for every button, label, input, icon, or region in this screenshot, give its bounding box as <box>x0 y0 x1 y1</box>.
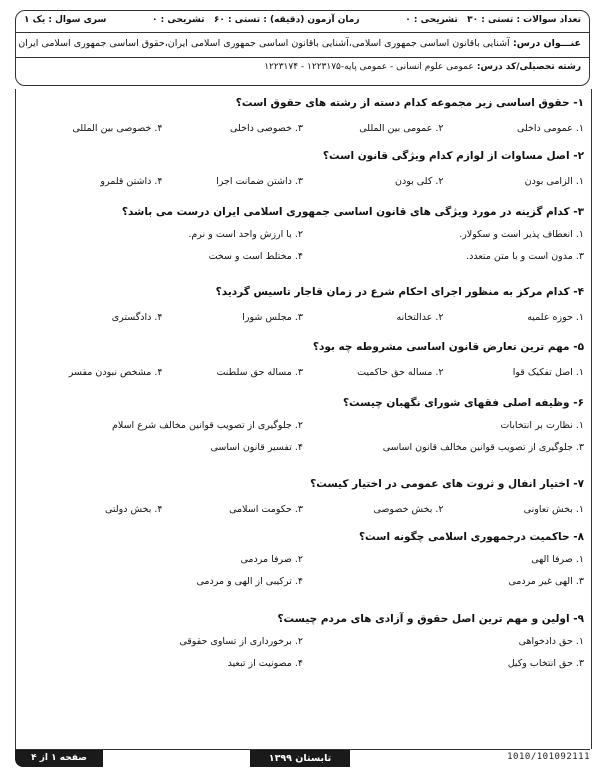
question-7 <box>22 476 584 518</box>
option-3[interactable]: ۳. الهی غیر مردمی <box>508 576 584 587</box>
question-text: ۵- مهم ترین تعارض قانون اساسی مشروطه چه بود؟ <box>312 341 584 353</box>
option-1[interactable]: ۱. انعطاف پذیر است و سکولار. <box>459 229 584 240</box>
exam-header <box>15 10 590 86</box>
page-number: صفحه ۱ از ۴ <box>15 750 103 767</box>
major-label: رشته تحصیلی/کد درس: <box>476 62 581 72</box>
option-2[interactable]: ۲. جلوگیری از تصویب قوانین مخالف شرع اسلام <box>112 420 303 431</box>
option-4[interactable]: ۴. مختلط است و سخت <box>208 251 303 262</box>
option-4[interactable]: ۴. بخش دولتی <box>104 504 163 515</box>
question-5 <box>22 339 584 381</box>
option-1[interactable]: ۱. اصل تفکیک قوا <box>512 367 584 378</box>
question-text: ۸- حاکمیت درجمهوری اسلامی چگونه است؟ <box>358 531 584 543</box>
header-divider <box>16 57 589 58</box>
options <box>22 228 584 264</box>
options <box>22 310 584 326</box>
question-text: ۹- اولین و مهم ترین اصل حقوق و آزادی های مردم چیست؟ <box>277 613 584 625</box>
question-text: ۶- وظیفه اصلی فقهای شورای نگهبان چیست؟ <box>342 397 584 409</box>
option-2[interactable]: ۲. کلی بودن <box>394 176 444 187</box>
exam-duration: زمان آزمون (دقیقه) : تستی : ۶۰ تشریحی : ۰ <box>152 15 360 25</box>
question-series: سری سوال : یک ۱ <box>24 15 107 25</box>
options <box>22 502 584 518</box>
option-2[interactable]: ۲. برخورداری از تساوی حقوقی <box>179 636 303 647</box>
question-4 <box>22 284 584 326</box>
course-title-label: عنـــوان درس: <box>513 38 581 49</box>
question-3 <box>22 204 584 264</box>
options <box>22 174 584 190</box>
option-1[interactable]: ۱. حوزه علمیه <box>527 312 584 323</box>
options <box>22 635 584 671</box>
option-2[interactable]: ۲. عمومی بین المللی <box>359 123 444 134</box>
major-row <box>24 62 581 72</box>
option-3[interactable]: ۳. جلوگیری از تصویب قوانین مخالف قانون اساسی <box>382 442 584 453</box>
options <box>22 121 584 137</box>
option-4[interactable]: ۴. ترکیبی از الهی و مردمی <box>196 576 303 587</box>
option-4[interactable]: ۴. دادگستری <box>111 312 163 323</box>
major-value: عمومی علوم انسانی - عمومی پایه-۱۲۲۳۱۷۵ - ۱۲۲۳۱۷۴ <box>264 62 474 72</box>
option-1[interactable]: ۱. عمومی داخلی <box>516 123 584 134</box>
question-count: تعداد سوالات : تستی : ۳۰ تشریحی : ۰ <box>405 15 581 25</box>
course-title-row <box>18 38 581 49</box>
option-3[interactable]: ۳. حکومت اسلامی <box>229 504 303 515</box>
option-2[interactable]: ۲. بخش خصوصی <box>373 504 444 515</box>
option-2[interactable]: ۲. مساله حق حاکمیت <box>357 367 444 378</box>
options <box>22 419 584 455</box>
option-3[interactable]: ۳. خصوصی داخلی <box>230 123 303 134</box>
options <box>22 365 584 381</box>
option-3[interactable]: ۳. داشتن ضمانت اجرا <box>216 176 303 187</box>
question-6 <box>22 395 584 455</box>
question-9 <box>22 611 584 671</box>
option-1[interactable]: ۱. نظارت بر انتخابات <box>500 420 584 431</box>
option-4[interactable]: ۴. مشخص نبودن مفسر <box>68 367 163 378</box>
exam-term: تابستان ۱۳۹۹ <box>250 750 350 767</box>
option-1[interactable]: ۱. حق دادخواهی <box>518 636 584 647</box>
exam-code: 1010/101092111 <box>507 752 590 762</box>
question-1 <box>22 95 584 137</box>
question-2 <box>22 148 584 190</box>
options <box>22 553 584 589</box>
option-3[interactable]: ۳. مدون است و با متن متعدد. <box>466 251 584 262</box>
option-2[interactable]: ۲. با ارزش واحد است و نرم. <box>188 229 303 240</box>
option-4[interactable]: ۴. تفسیر قانون اساسی <box>210 442 303 453</box>
question-text: ۱- حقوق اساسی زیر مجموعه کدام دسته از رشته های حقوق است؟ <box>235 97 584 109</box>
question-8 <box>22 529 584 589</box>
option-3[interactable]: ۳. مساله حق سلطنت <box>216 367 303 378</box>
option-4[interactable]: ۴. خصوصی بین المللی <box>72 123 163 134</box>
option-4[interactable]: ۴. مصونیت از تبعید <box>227 658 303 669</box>
option-4[interactable]: ۴. داشتن قلمرو <box>100 176 163 187</box>
question-text: ۴- کدام مرکز به منظور اجرای احکام شرع در زمان قاجار تاسیس گردید؟ <box>215 286 584 298</box>
option-1[interactable]: ۱. بخش تعاونی <box>523 504 584 515</box>
option-1[interactable]: ۱. صرفا الهی <box>531 554 584 565</box>
option-3[interactable]: ۳. حق انتخاب وکیل <box>507 658 584 669</box>
question-text: ۷- اختیار انفال و ثروت های عمومی در اختیار کیست؟ <box>310 478 584 490</box>
question-text: ۳- کدام گزینه در مورد ویژگی های قانون اساسی جمهوری اسلامی ایران درست می باشد؟ <box>121 206 584 218</box>
header-row-1 <box>24 15 581 31</box>
option-2[interactable]: ۲. عدالتخانه <box>396 312 444 323</box>
option-2[interactable]: ۲. صرفا مردمی <box>240 554 303 565</box>
course-title-value: آشنایی باقانون اساسی جمهوری اسلامی،آشنایی باقانون اساسی جمهوری اسلامی ایران،حقوق اساسی جمهوری اسلامی ایران <box>18 38 510 49</box>
header-divider <box>16 32 589 33</box>
question-text: ۲- اصل مساوات از لوازم کدام ویژگی قانون است؟ <box>322 150 584 162</box>
option-3[interactable]: ۳. مجلس شورا <box>242 312 303 323</box>
option-1[interactable]: ۱. الزامی بودن <box>524 176 584 187</box>
exam-footer <box>15 749 590 768</box>
